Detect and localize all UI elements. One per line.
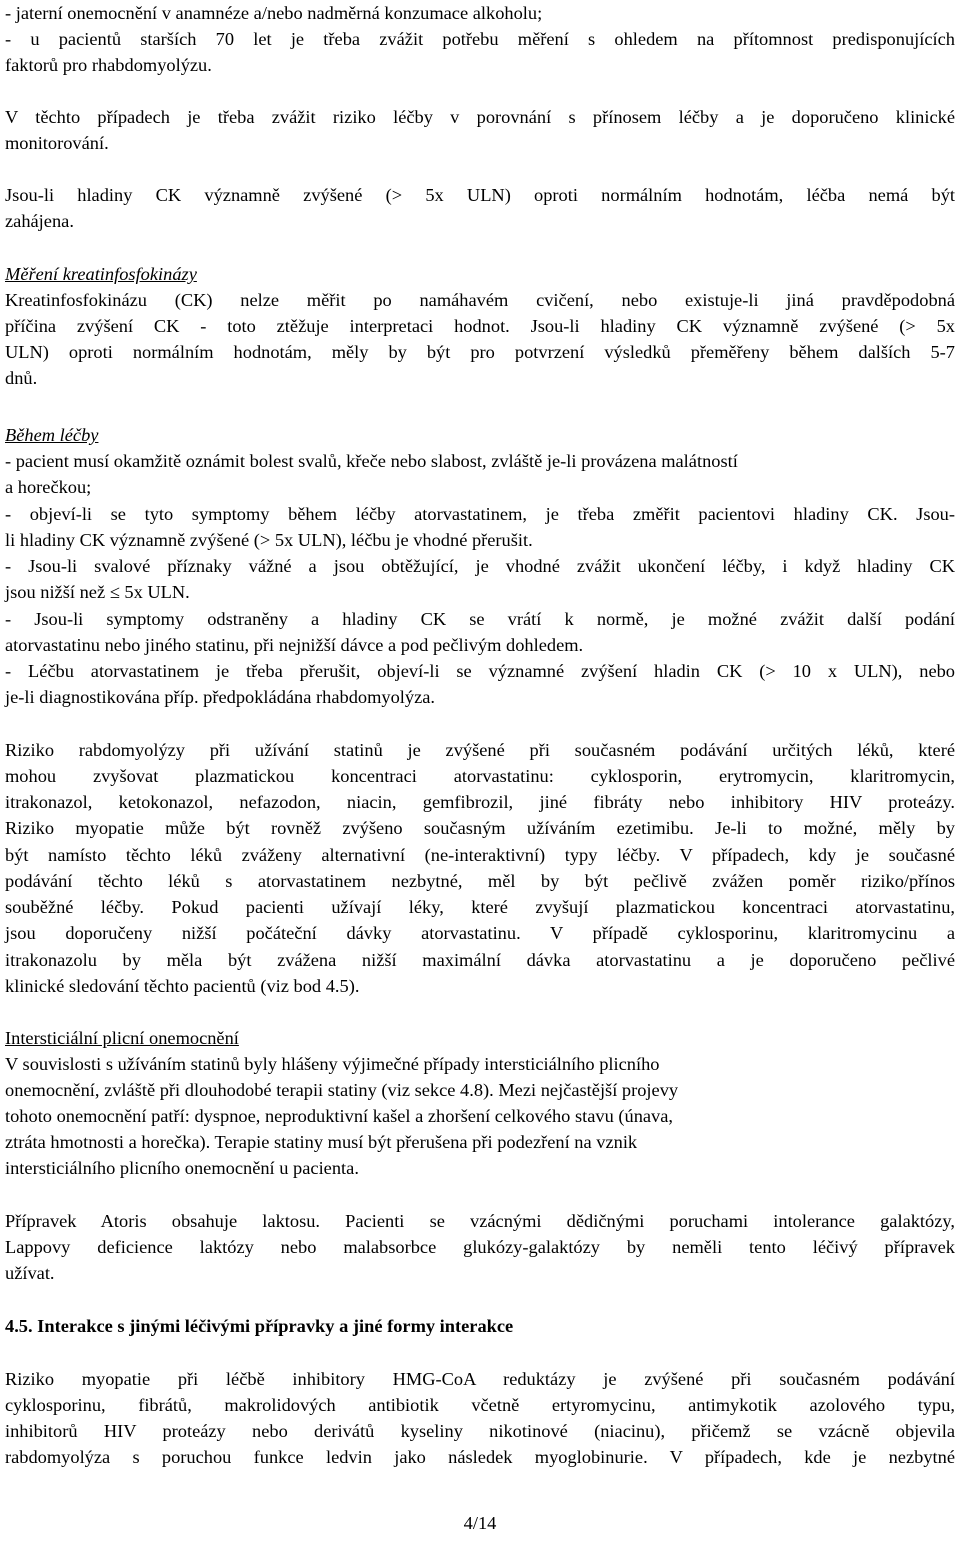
text-line: tohoto onemocnění patří: dyspnoe, neproduktivní kašel a zhoršení celkového stavu (únava,: [5, 1106, 674, 1126]
text-line: Lappovy deficience laktózy nebo malabsorbce glukózy-galaktózy by neměli tento léčivý přípravek: [5, 1237, 955, 1257]
text-line: atorvastatinu nebo jiného statinu, při nejnižší dávce a pod pečlivým dohledem.: [5, 635, 584, 655]
text-line: - u pacientů starších 70 let je třeba zvážit potřebu měření s ohledem na přítomnost predisponujících: [5, 29, 955, 49]
text-line: - Jsou-li symptomy odstraněny a hladiny CK se vrátí k normě, je možné zvážit další podání: [5, 609, 955, 629]
text-line: příčina zvýšení CK - toto ztěžuje interpretaci hodnot. Jsou-li hladiny CK významně zvýšené (> 5x: [5, 316, 955, 336]
text-line: jsou nižší než ≤ 5x ULN.: [5, 582, 190, 602]
text-line: a horečkou;: [5, 477, 92, 497]
text-line: Riziko myopatie při léčbě inhibitory HMG-CoA reduktázy je zvýšené při současném podávání: [5, 1369, 955, 1389]
text-line: - Jsou-li svalové příznaky vážné a jsou obtěžující, je vhodné zvážit ukončení léčby, i když hladiny CK: [5, 556, 955, 576]
text-line: intersticiálního plicního onemocnění u pacienta.: [5, 1158, 359, 1178]
text-line: - objeví-li se tyto symptomy během léčby atorvastatinem, je třeba změřit pacientovi hladiny CK. Jsou-: [5, 504, 955, 524]
text-line: V souvislosti s užíváním statinů byly hlášeny výjimečné případy intersticiálního plicního: [5, 1054, 660, 1074]
text-line: ztráta hmotnosti a horečka). Terapie statiny musí být přerušena při podezření na vznik: [5, 1132, 638, 1152]
text-line: itrakonazolu by měla být zvážena nižší maximální dávka atorvastatinu a je doporučeno pečlivé: [5, 950, 955, 970]
text-line: rabdomyolýza s poruchou funkce ledvin jako následek myoglobinurie. V případech, kde je nezbytné: [5, 1447, 955, 1467]
text-line: užívat.: [5, 1263, 55, 1283]
text-line: inhibitorů HIV proteázy nebo derivátů kyseliny nikotinové (niacinu), přičemž se vzácně objevila: [5, 1421, 955, 1441]
text-line: - pacient musí okamžitě oznámit bolest svalů, křeče nebo slabost, zvláště je-li provázena malátností: [5, 451, 738, 471]
text-line: - jaterní onemocnění v anamnéze a/nebo nadměrná konzumace alkoholu;: [5, 3, 543, 23]
text-line: Riziko rabdomyolýzy při užívání statinů je zvýšené při současném podávání určitých léků, které: [5, 740, 955, 760]
text-line: monitorování.: [5, 133, 109, 153]
text-line: být namísto těchto léků zváženy alternativní (ne-interaktivní) typy léčby. V případech, kdy je současné: [5, 845, 955, 865]
subheading-interstitial-lung-disease: Intersticiální plicní onemocnění: [5, 1028, 239, 1048]
text-line: li hladiny CK významně zvýšené (> 5x ULN), léčbu je vhodné přerušit.: [5, 530, 533, 550]
subheading-ck-measurement: Měření kreatinfosfokinázy: [5, 264, 197, 284]
text-line: Přípravek Atoris obsahuje laktosu. Pacienti se vzácnými dědičnými poruchami intolerance galaktózy,: [5, 1211, 955, 1231]
text-line: ULN) oproti normálním hodnotám, měly by být pro potvrzení výsledků přeměřeny během dalších 5-7: [5, 342, 955, 362]
text-line: itrakonazol, ketokonazol, nefazodon, niacin, gemfibrozil, jiné fibráty nebo inhibitory HIV proteázy.: [5, 792, 955, 812]
text-line: V těchto případech je třeba zvážit riziko léčby v porovnání s přínosem léčby a je doporučeno klinické: [5, 107, 955, 127]
text-line: onemocnění, zvláště při dlouhodobé terapii statiny (viz sekce 4.8). Mezi nejčastější projevy: [5, 1080, 679, 1100]
text-line: jsou doporučeny nižší počáteční dávky atorvastatinu. V případě cyklosporinu, klaritromycinu a: [5, 923, 955, 943]
text-line: souběžné léčby. Pokud pacienti užívají léky, které zvyšují plazmatickou koncentraci atorvastatinu,: [5, 897, 955, 917]
text-line: - Léčbu atorvastatinem je třeba přerušit, objeví-li se významné zvýšení hladin CK (> 10 x ULN), nebo: [5, 661, 955, 681]
subheading-during-treatment: Během léčby: [5, 425, 99, 445]
text-line: zahájena.: [5, 211, 74, 231]
text-line: mohou zvyšovat plazmatickou koncentraci atorvastatinu: cyklosporin, erytromycin, klaritromycin,: [5, 766, 955, 786]
page-number: 4/14: [463, 1513, 497, 1533]
text-line: je-li diagnostikována příp. předpokládána rhabdomyolýza.: [5, 687, 436, 707]
text-line: Riziko myopatie může být rovněž zvýšeno současným užíváním ezetimibu. Je-li to možné, měly by: [5, 818, 955, 838]
text-line: Jsou-li hladiny CK významně zvýšené (> 5x ULN) oproti normálním hodnotám, léčba nemá být: [5, 185, 955, 205]
text-line: cyklosporinu, fibrátů, makrolidových antibiotik včetně ertyromycinu, antimykotik azolového typu,: [5, 1395, 955, 1415]
section-heading-4-5: 4.5. Interakce s jinými léčivými přípravky a jiné formy interakce: [5, 1316, 514, 1336]
text-line: podávání těchto léků s atorvastatinem nezbytné, měl by být pečlivě zvážen poměr riziko/přínos: [5, 871, 955, 891]
text-line: Kreatinfosfokinázu (CK) nelze měřit po namáhavém cvičení, nebo existuje-li jiná pravděpodobná: [5, 290, 955, 310]
text-line: faktorů pro rhabdomyolýzu.: [5, 55, 212, 75]
text-line: klinické sledování těchto pacientů (viz bod 4.5).: [5, 976, 360, 996]
text-line: dnů.: [5, 368, 38, 388]
